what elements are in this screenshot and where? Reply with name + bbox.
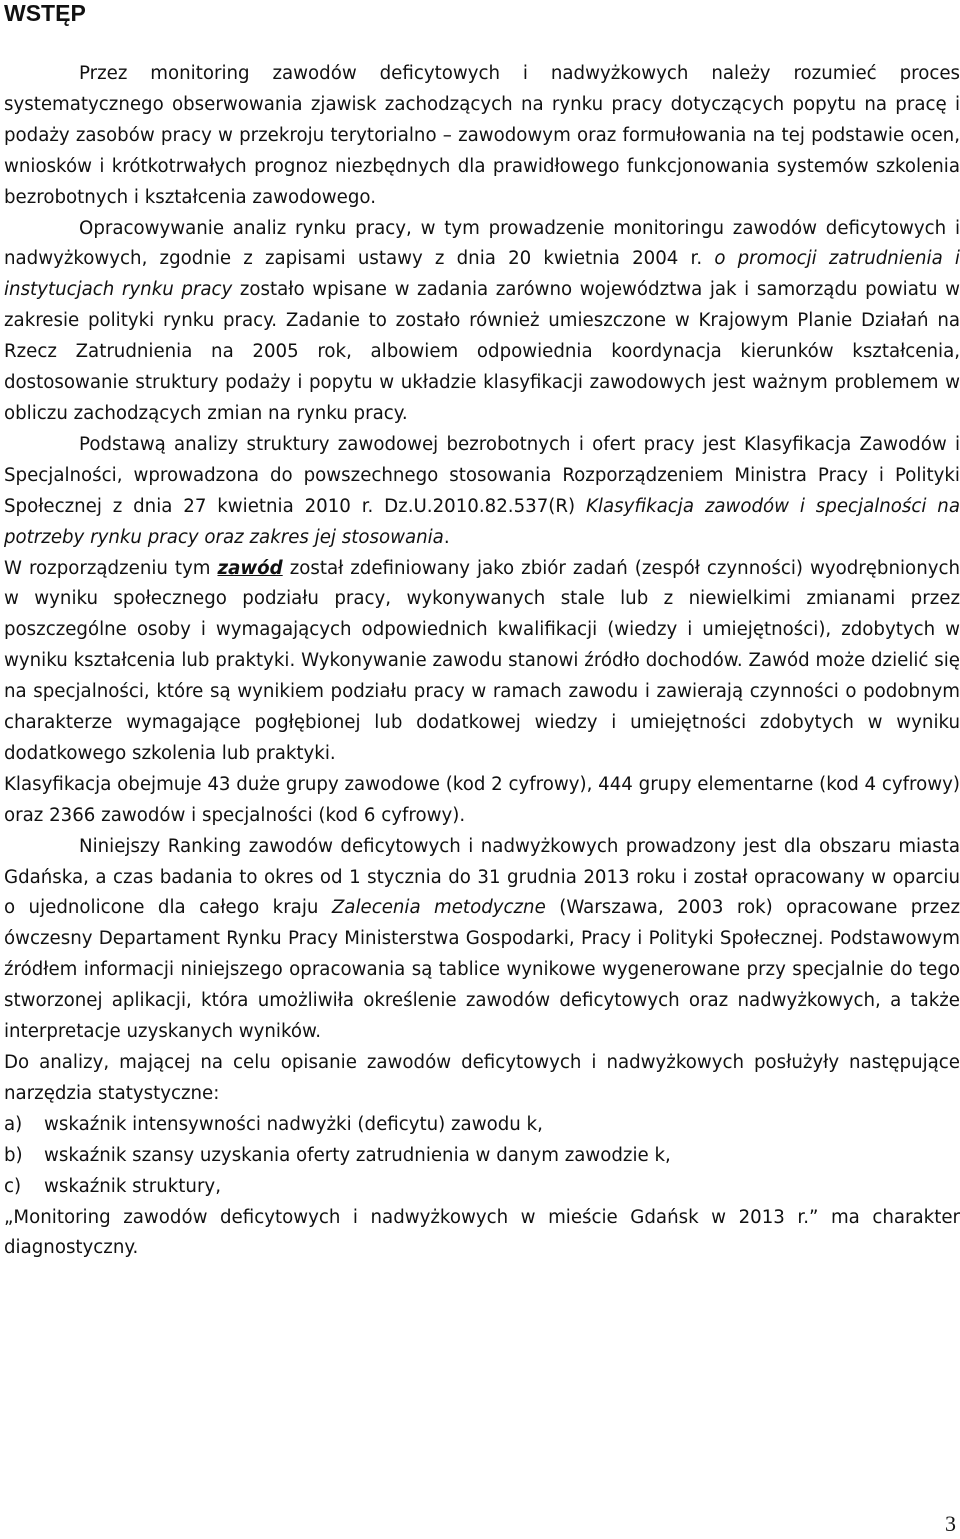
list-item — [4, 1110, 960, 1141]
list-marker: a) — [4, 1113, 23, 1135]
list-item-text: wskaźnik intensywności nadwyżki (deficytu) zawodu k, — [44, 1113, 543, 1135]
regulation-title-italic: Klasyfikacja zawodów i specjalności na potrzeby rynku pracy oraz zakres jej stosowania — [4, 495, 960, 548]
paragraph-6 — [4, 832, 960, 1048]
list-marker: c) — [4, 1175, 22, 1197]
paragraph-2-text-b: zostało wpisane w zadania zarówno województwa jak i samorządu powiatu w zakresie polityki rynku pracy. Zadanie to zostało również umieszczone w Krajowym Planie Działań na Rzecz Zatrudnienia na 2005 rok, albowiem odpowiednia koordynacja kierunków kształcenia, dostosowanie struktury podaży i popytu w układzie klasyfikacji zawodowych jest ważnym problemem w obliczu zachodzących zmian na rynku pracy. — [4, 279, 960, 424]
body-text — [4, 59, 960, 1264]
paragraph-6-text-b: (Warszawa, 2003 rok) opracowane przez ówczesny Departament Rynku Pracy Ministerstwa Gospodarki, Pracy i Polityki Społecznej. Podstawowym źródłem informacji niniejszego opracowania są tablice wynikowe wygenerowane przy specjalnie do tego stworzonej aplikacji, która umożliwiła określenie zawodów deficytowych oraz nadwyżkowych, a także interpretacje uzyskanych wyników. — [4, 897, 960, 1043]
paragraph-4-text-b: został zdefiniowany jako zbiór zadań (zespół czynności) wyodrębnionych w wyniku społecznego podziału pracy, wykonywanych stale lub z niewielkimi zmianami przez poszczególne osoby i wymagających odpowiednich kwalifikacji (wiedzy i umiejętności), zdobytych w wyniku kształcenia lub praktyki. Wykonywanie zawodu stanowi źródło dochodów. Zawód może dzielić się na specjalności, które są wynikiem podziału pracy w ramach zawodu i zawierają czynności o podobnym charakterze wymagające pogłębionej lub dodatkowej wiedzy i umiejętności zdobytych w wyniku dodatkowego szkolenia lub praktyki. — [4, 557, 960, 764]
paragraph-4-text-a: W rozporządzeniu tym — [4, 557, 211, 579]
statistical-tools-list — [4, 1110, 960, 1203]
section-heading: WSTĘP — [4, 0, 86, 26]
law-title-italic: o promocji zatrudnienia i instytucjach rynku pracy — [4, 248, 960, 301]
paragraph-2-text-a: Opracowywanie analiz rynku pracy, w tym prowadzenie monitoringu zawodów deficytowych i nadwyżkowych, zgodnie z zapisami ustawy z dnia 20 kwietnia 2004 r. — [4, 217, 960, 270]
page-number: 3 — [945, 1511, 956, 1536]
term-zawod-emphasis: zawód — [217, 557, 283, 579]
paragraph-7: Do analizy, mającej na celu opisanie zawodów deficytowych i nadwyżkowych posłużyły następujące narzędzia statystyczne: — [4, 1052, 960, 1104]
paragraph-5: Klasyfikacja obejmuje 43 duże grupy zawodowe (kod 2 cyfrowy), 444 grupy elementarne (kod 4 cyfrowy) oraz 2366 zawodów i specjalności (kod 6 cyfrowy). — [4, 773, 960, 826]
list-item-text: wskaźnik struktury, — [44, 1175, 221, 1197]
paragraph-1: Przez monitoring zawodów deficytowych i nadwyżkowych należy rozumieć proces systematycznego obserwowania zjawisk zachodzących na rynku pracy dotyczących popytu na pracę i podaży zasobów pracy w przekroju terytorialno – zawodowym oraz formułowania na tej podstawie ocen, wniosków i krótkotrwałych prognoz niezbędnych dla prawidłowego funkcjonowania systemów szkolenia bezrobotnych i kształcenia zawodowego. — [4, 63, 960, 208]
list-item-text: wskaźnik szansy uzyskania oferty zatrudnienia w danym zawodzie k, — [44, 1144, 671, 1166]
paragraph-3 — [4, 430, 960, 554]
list-marker: b) — [4, 1144, 23, 1166]
paragraph-2 — [4, 214, 960, 430]
paragraph-8: „Monitoring zawodów deficytowych i nadwyżkowych w mieście Gdańsk w 2013 r.” ma charakter diagnostyczny. — [4, 1206, 960, 1259]
guidelines-title-italic: Zalecenia metodyczne — [331, 897, 546, 919]
paragraph-3-text-a: Podstawą analizy struktury zawodowej bezrobotnych i ofert pracy jest Klasyfikacja Zawodów i Specjalności, wprowadzona do powszechnego stosowania Rozporządzeniem Ministra Pracy i Polityki Społecznej z dnia 27 kwietnia 2010 r. Dz.U.2010.82.537(R) — [4, 433, 960, 517]
list-item — [4, 1172, 960, 1203]
paragraph-3-text-b: . — [443, 526, 450, 548]
paragraph-4 — [4, 554, 960, 770]
list-item — [4, 1141, 960, 1172]
paragraph-6-text-a: Niniejszy Ranking zawodów deficytowych i nadwyżkowych prowadzony jest dla obszaru miasta Gdańska, a czas badania to okres od 1 stycznia do 31 grudnia 2013 roku i został opracowany w oparciu o ujednolicone dla całego kraju — [4, 835, 960, 919]
